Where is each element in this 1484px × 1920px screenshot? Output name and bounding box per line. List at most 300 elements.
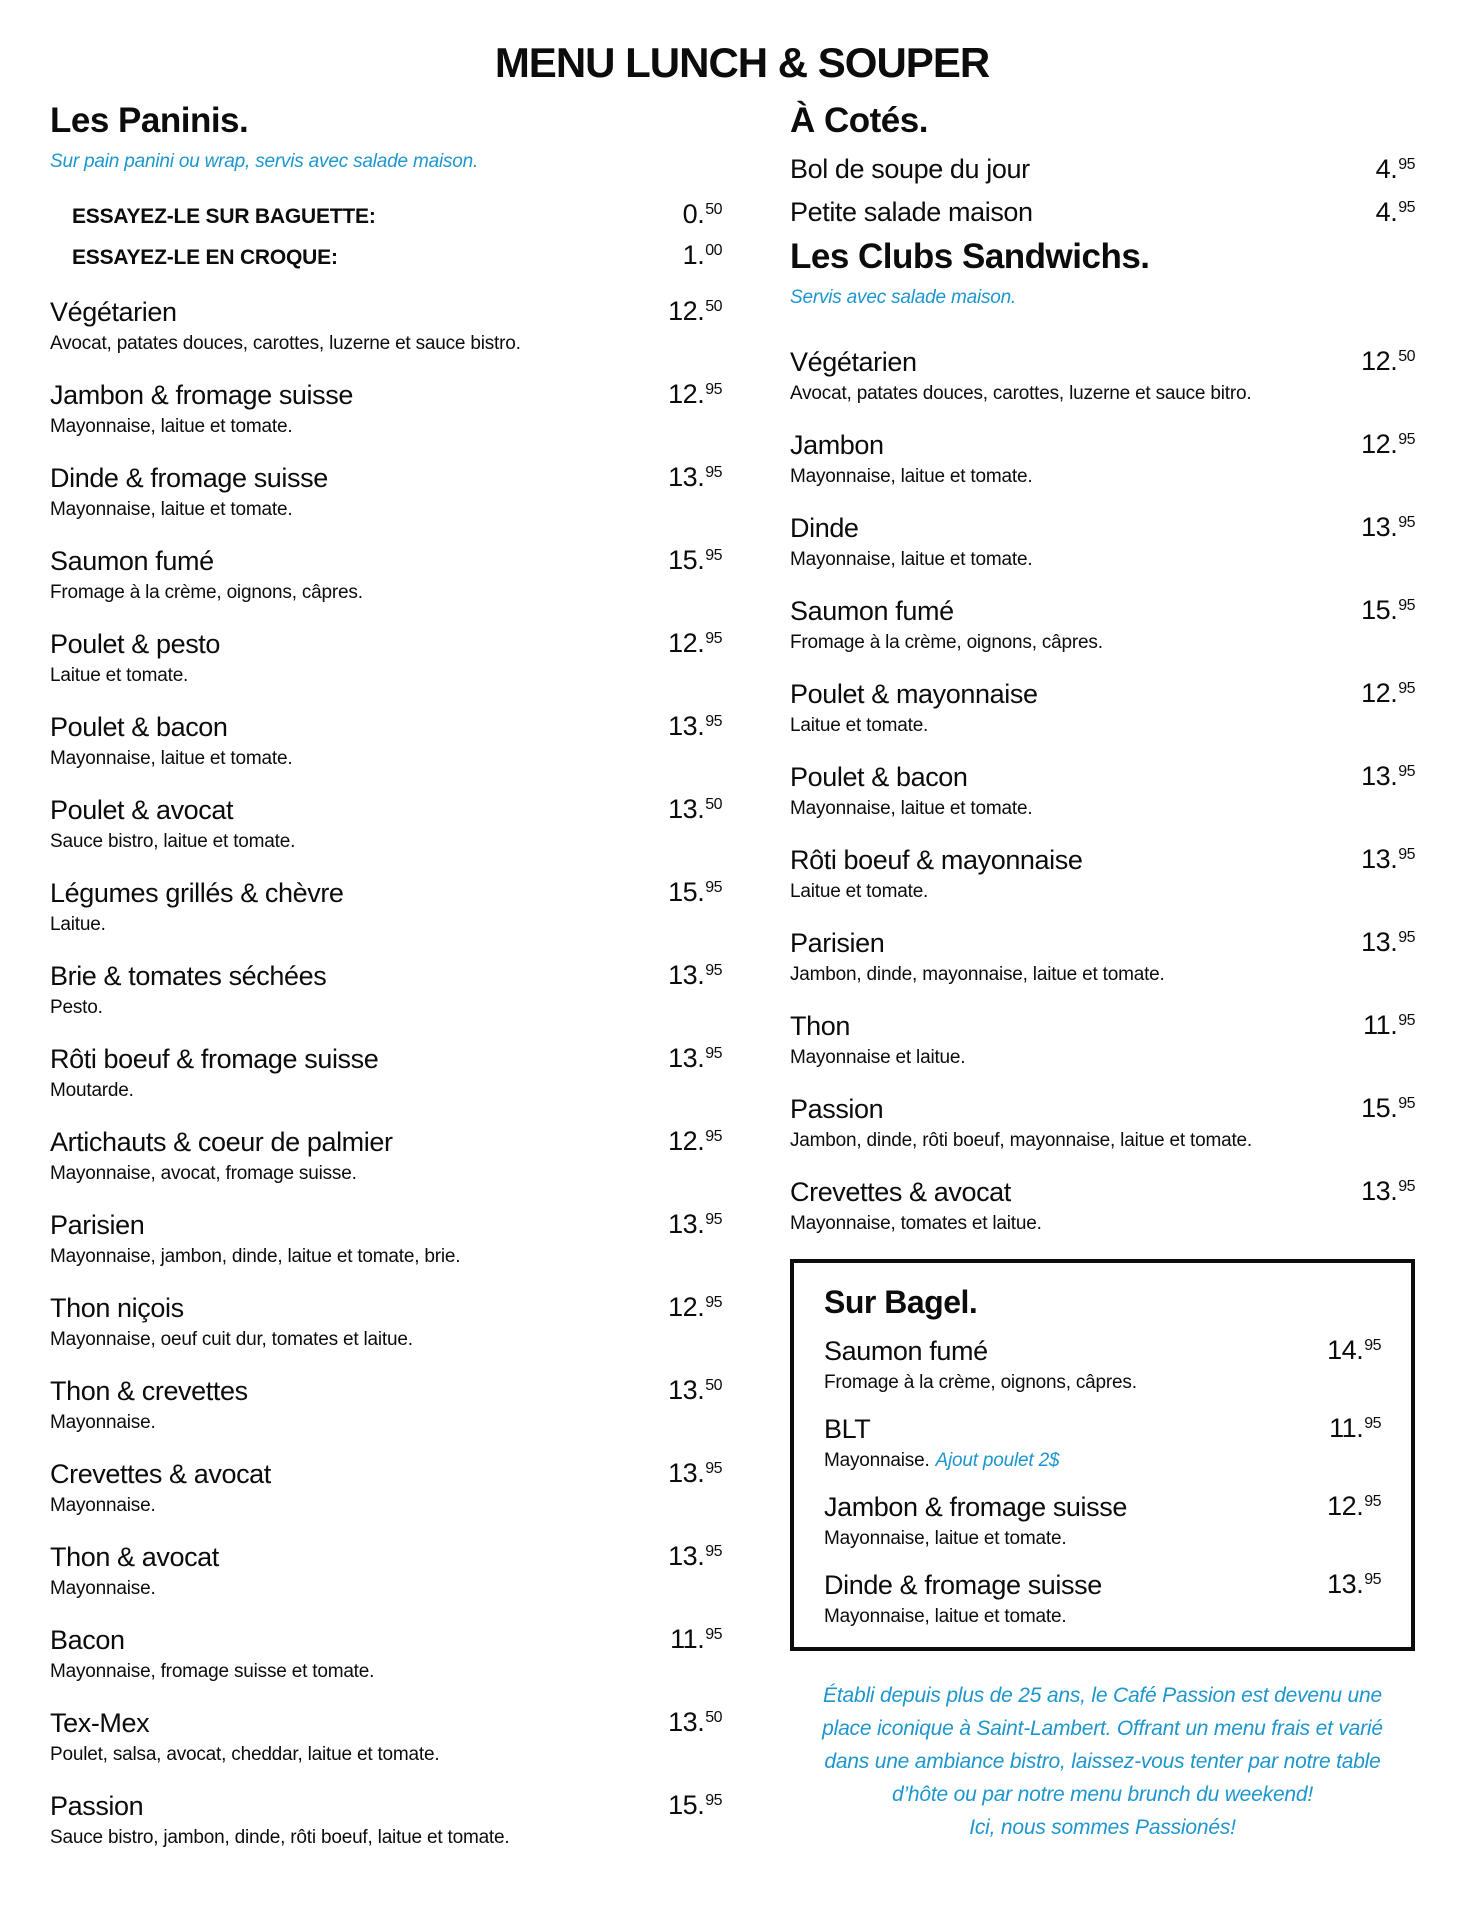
price-main: 13. [668, 1375, 705, 1405]
price-main: 12. [668, 1292, 705, 1322]
item-price [1361, 595, 1415, 626]
item-name: Petite salade maison [790, 197, 1033, 227]
price-main: 12. [1327, 1491, 1364, 1521]
price-cents: 95 [1364, 1337, 1381, 1354]
item-price [668, 960, 722, 991]
item-description-text: Laitue et tomate. [50, 665, 189, 686]
item-price [668, 794, 722, 825]
item-description-text: Mayonnaise, laitue et tomate. [790, 549, 1033, 570]
option-label: ESSAYEZ-LE EN CROQUE: [72, 246, 338, 269]
price-cents: 95 [705, 1211, 722, 1228]
item-description [50, 497, 722, 523]
item-description [50, 1327, 722, 1353]
item-description-text: Laitue et tomate. [790, 881, 929, 902]
menu-item-head [824, 1491, 1381, 1524]
item-description-text: Moutarde. [50, 1080, 134, 1101]
item-description-text: Mayonnaise, avocat, fromage suisse. [50, 1163, 357, 1184]
price-main: 12. [1361, 429, 1398, 459]
clubs-subtitle: Servis avec salade maison. [790, 287, 1017, 308]
clubs-heading: Les Clubs Sandwichs. [790, 237, 1150, 276]
item-price [1363, 1010, 1415, 1041]
item-description [790, 630, 1415, 656]
item-description [790, 381, 1415, 407]
item-name: Rôti boeuf & mayonnaise [790, 845, 1083, 875]
menu-item [824, 1335, 1381, 1396]
item-description [50, 746, 722, 772]
menu-item [824, 1491, 1381, 1552]
menu-item-head [824, 1335, 1381, 1368]
item-description-text: Fromage à la crème, oignons, câpres. [790, 632, 1103, 653]
price-cents: 95 [1398, 597, 1415, 614]
price-main: 13. [1361, 1176, 1398, 1206]
item-name: Artichauts & coeur de palmier [50, 1127, 393, 1157]
item-name: Thon [790, 1011, 850, 1041]
item-description [50, 331, 722, 357]
price-main: 11. [1363, 1010, 1398, 1040]
item-description [50, 1078, 722, 1104]
menu-item [50, 1375, 722, 1436]
option-price [683, 196, 722, 237]
menu-item-head [50, 1043, 722, 1076]
item-price [1327, 1569, 1381, 1600]
footer-line: dans une ambiance bistro, laissez-vous tenter par notre table [824, 1750, 1381, 1773]
menu-item [50, 960, 722, 1021]
price-cents: 95 [1364, 1493, 1381, 1510]
price-main: 13. [668, 711, 705, 741]
item-price [668, 628, 722, 659]
menu-item [50, 877, 722, 938]
menu-item [790, 429, 1415, 490]
price-cents: 95 [1398, 846, 1415, 863]
item-name: Végétarien [50, 297, 177, 327]
item-description [50, 1161, 722, 1187]
price-cents: 00 [705, 242, 722, 259]
price-main: 13. [1361, 927, 1398, 957]
price-cents: 50 [705, 1377, 722, 1394]
item-description [824, 1448, 1381, 1474]
price-main: 13. [1361, 844, 1398, 874]
menu-item-head [50, 1790, 722, 1823]
menu-item-head [50, 1209, 722, 1242]
price-main: 12. [668, 628, 705, 658]
item-description-text: Sauce bistro, jambon, dinde, rôti boeuf, laitue et tomate. [50, 1827, 510, 1848]
item-name: Végétarien [790, 347, 917, 377]
item-name: Crevettes & avocat [50, 1459, 271, 1489]
menu-item-head [790, 678, 1415, 711]
item-price [668, 1707, 722, 1738]
price-cents: 95 [705, 1792, 722, 1809]
price-cents: 95 [1398, 156, 1415, 173]
item-price [668, 462, 722, 493]
option-row [50, 196, 722, 237]
price-main: 12. [1361, 346, 1398, 376]
price-main: 0. [682, 199, 705, 229]
price-cents: 95 [705, 547, 722, 564]
price-main: 11. [670, 1624, 705, 1654]
item-name: Poulet & avocat [50, 795, 234, 825]
item-price [668, 1043, 722, 1074]
footer-line: Établi depuis plus de 25 ans, le Café Passion est devenu une [823, 1684, 1382, 1707]
item-price [1327, 1335, 1381, 1366]
item-name: Poulet & bacon [50, 712, 228, 742]
side-row [790, 150, 1415, 193]
sur-bagel-box [790, 1259, 1415, 1651]
footer-line: d’hôte ou par notre menu brunch du weekend! [891, 1783, 1314, 1806]
item-price [668, 1209, 722, 1240]
item-description [790, 713, 1415, 739]
menu-item [790, 927, 1415, 988]
menu-item-head [50, 1458, 722, 1491]
page-title: MENU LUNCH & SOUPER [494, 39, 990, 86]
price-main: 4. [1375, 197, 1398, 227]
price-cents: 95 [1398, 514, 1415, 531]
price-main: 15. [1361, 1093, 1398, 1123]
footer-blurb [790, 1679, 1415, 1844]
price-cents: 95 [1398, 1178, 1415, 1195]
item-description [50, 1493, 722, 1519]
item-description [50, 912, 722, 938]
price-cents: 95 [1398, 929, 1415, 946]
menu-item [50, 296, 722, 357]
item-description-text: Laitue. [50, 914, 106, 935]
item-description-text: Fromage à la crème, oignons, câpres. [824, 1372, 1137, 1393]
item-price [1376, 193, 1415, 236]
menu-item [50, 1126, 722, 1187]
menu-item [50, 1541, 722, 1602]
item-price [668, 1790, 722, 1821]
option-label: ESSAYEZ-LE SUR BAGUETTE: [72, 205, 376, 228]
item-description [50, 580, 722, 606]
item-description-text: Mayonnaise, laitue et tomate. [50, 748, 293, 769]
item-name: Thon & crevettes [50, 1376, 248, 1406]
menu-item [790, 761, 1415, 822]
item-name: Saumon fumé [824, 1336, 988, 1366]
price-cents: 95 [1398, 199, 1415, 216]
menu-item [790, 595, 1415, 656]
bagel-items [824, 1335, 1381, 1630]
item-description [790, 962, 1415, 988]
menu-item-head [824, 1413, 1381, 1446]
menu-item [50, 1790, 722, 1851]
item-description-text: Mayonnaise, jambon, dinde, laitue et tomate, brie. [50, 1246, 461, 1267]
item-name: Passion [790, 1094, 884, 1124]
menu-item-head [50, 1624, 722, 1657]
item-description-text: Mayonnaise. [50, 1578, 156, 1599]
item-name: Saumon fumé [790, 596, 954, 626]
menu-item [824, 1569, 1381, 1630]
option-price [683, 237, 722, 278]
menu-item [50, 462, 722, 523]
menu-item [50, 628, 722, 689]
item-description [824, 1370, 1381, 1396]
price-cents: 50 [705, 1709, 722, 1726]
item-price [1361, 512, 1415, 543]
price-main: 13. [668, 794, 705, 824]
item-name: BLT [824, 1414, 871, 1444]
item-description-text: Mayonnaise et laitue. [790, 1047, 966, 1068]
menu-item-head [50, 1126, 722, 1159]
item-description [790, 547, 1415, 573]
item-description [824, 1604, 1381, 1630]
menu-item-head [790, 595, 1415, 628]
item-description-text: Mayonnaise. [50, 1495, 156, 1516]
price-cents: 95 [705, 1128, 722, 1145]
menu-item [790, 512, 1415, 573]
option-row [50, 237, 722, 278]
item-description-text: Mayonnaise, fromage suisse et tomate. [50, 1661, 375, 1682]
item-name: Jambon [790, 430, 884, 460]
price-cents: 95 [705, 1294, 722, 1311]
item-description-text: Mayonnaise, laitue et tomate. [50, 499, 293, 520]
item-price [1361, 927, 1415, 958]
item-description [50, 1825, 722, 1851]
item-description-text: Jambon, dinde, rôti boeuf, mayonnaise, laitue et tomate. [790, 1130, 1252, 1151]
price-cents: 95 [1398, 763, 1415, 780]
price-main: 15. [668, 1790, 705, 1820]
menu-item-head [50, 462, 722, 495]
item-name: Poulet & mayonnaise [790, 679, 1038, 709]
item-description [50, 1742, 722, 1768]
menu-item [50, 711, 722, 772]
menu-item [790, 346, 1415, 407]
price-cents: 95 [705, 1626, 722, 1643]
item-description [50, 414, 722, 440]
menu-item [790, 1010, 1415, 1071]
price-cents: 50 [705, 201, 722, 218]
menu-item [50, 1624, 722, 1685]
item-price [668, 1458, 722, 1489]
menu-item-head [790, 429, 1415, 462]
item-name: Jambon & fromage suisse [824, 1492, 1127, 1522]
item-name: Bacon [50, 1625, 125, 1655]
menu-item-head [790, 1093, 1415, 1126]
item-description-note: Ajout poulet 2$ [935, 1450, 1060, 1471]
menu-item-head [50, 1375, 722, 1408]
price-cents: 95 [1398, 431, 1415, 448]
price-main: 12. [668, 379, 705, 409]
menu-item-head [50, 1541, 722, 1574]
item-description-text: Avocat, patates douces, carottes, luzerne et sauce bistro. [50, 333, 521, 354]
item-price [668, 711, 722, 742]
menu-item-head [50, 1292, 722, 1325]
price-main: 13. [668, 960, 705, 990]
item-description [824, 1526, 1381, 1552]
item-description-text: Jambon, dinde, mayonnaise, laitue et tomate. [790, 964, 1165, 985]
item-description [50, 995, 722, 1021]
item-price [1361, 429, 1415, 460]
item-price [1361, 678, 1415, 709]
item-price [1361, 346, 1415, 377]
price-cents: 50 [1398, 348, 1415, 365]
menu-item-head [790, 1176, 1415, 1209]
menu-item-head [790, 927, 1415, 960]
paninis-options [50, 196, 722, 278]
item-price [1361, 761, 1415, 792]
price-main: 4. [1375, 154, 1398, 184]
price-cents: 95 [705, 879, 722, 896]
item-description-text: Fromage à la crème, oignons, câpres. [50, 582, 363, 603]
menu-item [50, 1209, 722, 1270]
menu-item [50, 1043, 722, 1104]
item-price [668, 545, 722, 576]
item-name: Rôti boeuf & fromage suisse [50, 1044, 379, 1074]
item-name: Thon & avocat [50, 1542, 219, 1572]
item-name: Dinde & fromage suisse [50, 463, 328, 493]
item-price [1361, 1093, 1415, 1124]
paninis-subtitle: Sur pain panini ou wrap, servis avec salade maison. [50, 151, 479, 172]
price-main: 14. [1327, 1335, 1364, 1365]
item-price [1361, 1176, 1415, 1207]
footer-line: place iconique à Saint-Lambert. Offrant un menu frais et varié [822, 1717, 1383, 1740]
menu-item-head [50, 379, 722, 412]
item-description [50, 663, 722, 689]
item-description [790, 1211, 1415, 1237]
paninis-heading: Les Paninis. [50, 101, 249, 140]
menu-item-head [50, 1707, 722, 1740]
menu-item [824, 1413, 1381, 1474]
item-description-text: Mayonnaise, laitue et tomate. [790, 798, 1033, 819]
section-paninis [50, 100, 722, 1873]
price-main: 1. [682, 240, 705, 270]
item-name: Brie & tomates séchées [50, 961, 327, 991]
item-price [668, 379, 722, 410]
item-name: Thon niçois [50, 1293, 184, 1323]
price-cents: 95 [705, 713, 722, 730]
price-cents: 50 [705, 298, 722, 315]
item-price [668, 296, 722, 327]
menu-item-head [50, 877, 722, 910]
menu-item-head [50, 711, 722, 744]
price-main: 13. [668, 1043, 705, 1073]
item-price [1327, 1491, 1381, 1522]
item-description-text: Poulet, salsa, avocat, cheddar, laitue et tomate. [50, 1744, 440, 1765]
price-cents: 95 [1364, 1415, 1381, 1432]
item-name: Passion [50, 1791, 144, 1821]
price-main: 13. [668, 1707, 705, 1737]
menu-item-head [790, 761, 1415, 794]
item-price [668, 1126, 722, 1157]
item-price [1329, 1413, 1381, 1444]
item-price [668, 1541, 722, 1572]
item-description [50, 1659, 722, 1685]
item-name: Saumon fumé [50, 546, 214, 576]
item-description [790, 464, 1415, 490]
item-description [790, 796, 1415, 822]
sides-items [790, 150, 1415, 236]
item-name: Poulet & bacon [790, 762, 968, 792]
item-description-text: Laitue et tomate. [790, 715, 929, 736]
menu-item [50, 379, 722, 440]
bagel-heading: Sur Bagel. [824, 1284, 978, 1320]
menu-item-head [790, 1010, 1415, 1043]
price-cents: 95 [1398, 1012, 1415, 1029]
price-main: 12. [668, 1126, 705, 1156]
price-cents: 95 [1398, 1095, 1415, 1112]
menu-item [790, 1176, 1415, 1237]
item-price [1361, 844, 1415, 875]
item-description-text: Mayonnaise, laitue et tomate. [824, 1528, 1067, 1549]
menu-item [790, 1093, 1415, 1154]
clubs-items [790, 346, 1415, 1237]
item-name: Tex-Mex [50, 1708, 150, 1738]
price-cents: 95 [705, 1543, 722, 1560]
price-cents: 95 [1364, 1571, 1381, 1588]
item-description-text: Mayonnaise. [824, 1450, 930, 1471]
menu-item-head [824, 1569, 1381, 1602]
menu-item-head [790, 844, 1415, 877]
menu-item-head [50, 794, 722, 827]
price-main: 13. [668, 1541, 705, 1571]
footer-line: Ici, nous sommes Passionés! [969, 1816, 1236, 1839]
price-main: 12. [1361, 678, 1398, 708]
item-price [670, 1624, 722, 1655]
menu-item [50, 545, 722, 606]
menu-item [50, 794, 722, 855]
item-description-text: Mayonnaise, laitue et tomate. [50, 416, 293, 437]
item-description [50, 1410, 722, 1436]
menu-item [50, 1292, 722, 1353]
item-description [50, 1576, 722, 1602]
price-cents: 95 [705, 1460, 722, 1477]
menu-item [790, 678, 1415, 739]
item-description [790, 1045, 1415, 1071]
menu-item-head [790, 346, 1415, 379]
price-main: 13. [668, 462, 705, 492]
price-main: 15. [1361, 595, 1398, 625]
price-cents: 95 [705, 962, 722, 979]
item-price [1376, 150, 1415, 193]
item-name: Jambon & fromage suisse [50, 380, 353, 410]
price-main: 15. [668, 877, 705, 907]
item-name: Crevettes & avocat [790, 1177, 1011, 1207]
item-name: Dinde [790, 513, 859, 543]
item-name: Légumes grillés & chèvre [50, 878, 344, 908]
price-cents: 50 [705, 796, 722, 813]
price-main: 13. [668, 1458, 705, 1488]
item-description-text: Avocat, patates douces, carottes, luzerne et sauce bitro. [790, 383, 1252, 404]
menu-item-head [50, 628, 722, 661]
menu-item [50, 1707, 722, 1768]
item-description [50, 1244, 722, 1270]
price-main: 12. [668, 296, 705, 326]
price-cents: 95 [705, 464, 722, 481]
price-cents: 95 [705, 630, 722, 647]
price-main: 13. [1327, 1569, 1364, 1599]
item-description-text: Mayonnaise, laitue et tomate. [824, 1606, 1067, 1627]
price-cents: 95 [1398, 680, 1415, 697]
item-price [668, 877, 722, 908]
item-description-text: Mayonnaise, laitue et tomate. [790, 466, 1033, 487]
item-description [790, 1128, 1415, 1154]
price-main: 15. [668, 545, 705, 575]
menu-item [790, 844, 1415, 905]
item-name: Bol de soupe du jour [790, 154, 1030, 184]
item-description-text: Mayonnaise, oeuf cuit dur, tomates et laitue. [50, 1329, 413, 1350]
sides-heading: À Cotés. [790, 101, 928, 140]
price-main: 13. [1361, 512, 1398, 542]
menu-item-head [50, 960, 722, 993]
item-price [668, 1375, 722, 1406]
item-price [668, 1292, 722, 1323]
price-main: 13. [668, 1209, 705, 1239]
menu-item-head [790, 512, 1415, 545]
side-row [790, 193, 1415, 236]
item-description-text: Pesto. [50, 997, 103, 1018]
paninis-items [50, 296, 722, 1851]
price-main: 11. [1329, 1413, 1364, 1443]
item-description [790, 879, 1415, 905]
price-cents: 95 [705, 1045, 722, 1062]
